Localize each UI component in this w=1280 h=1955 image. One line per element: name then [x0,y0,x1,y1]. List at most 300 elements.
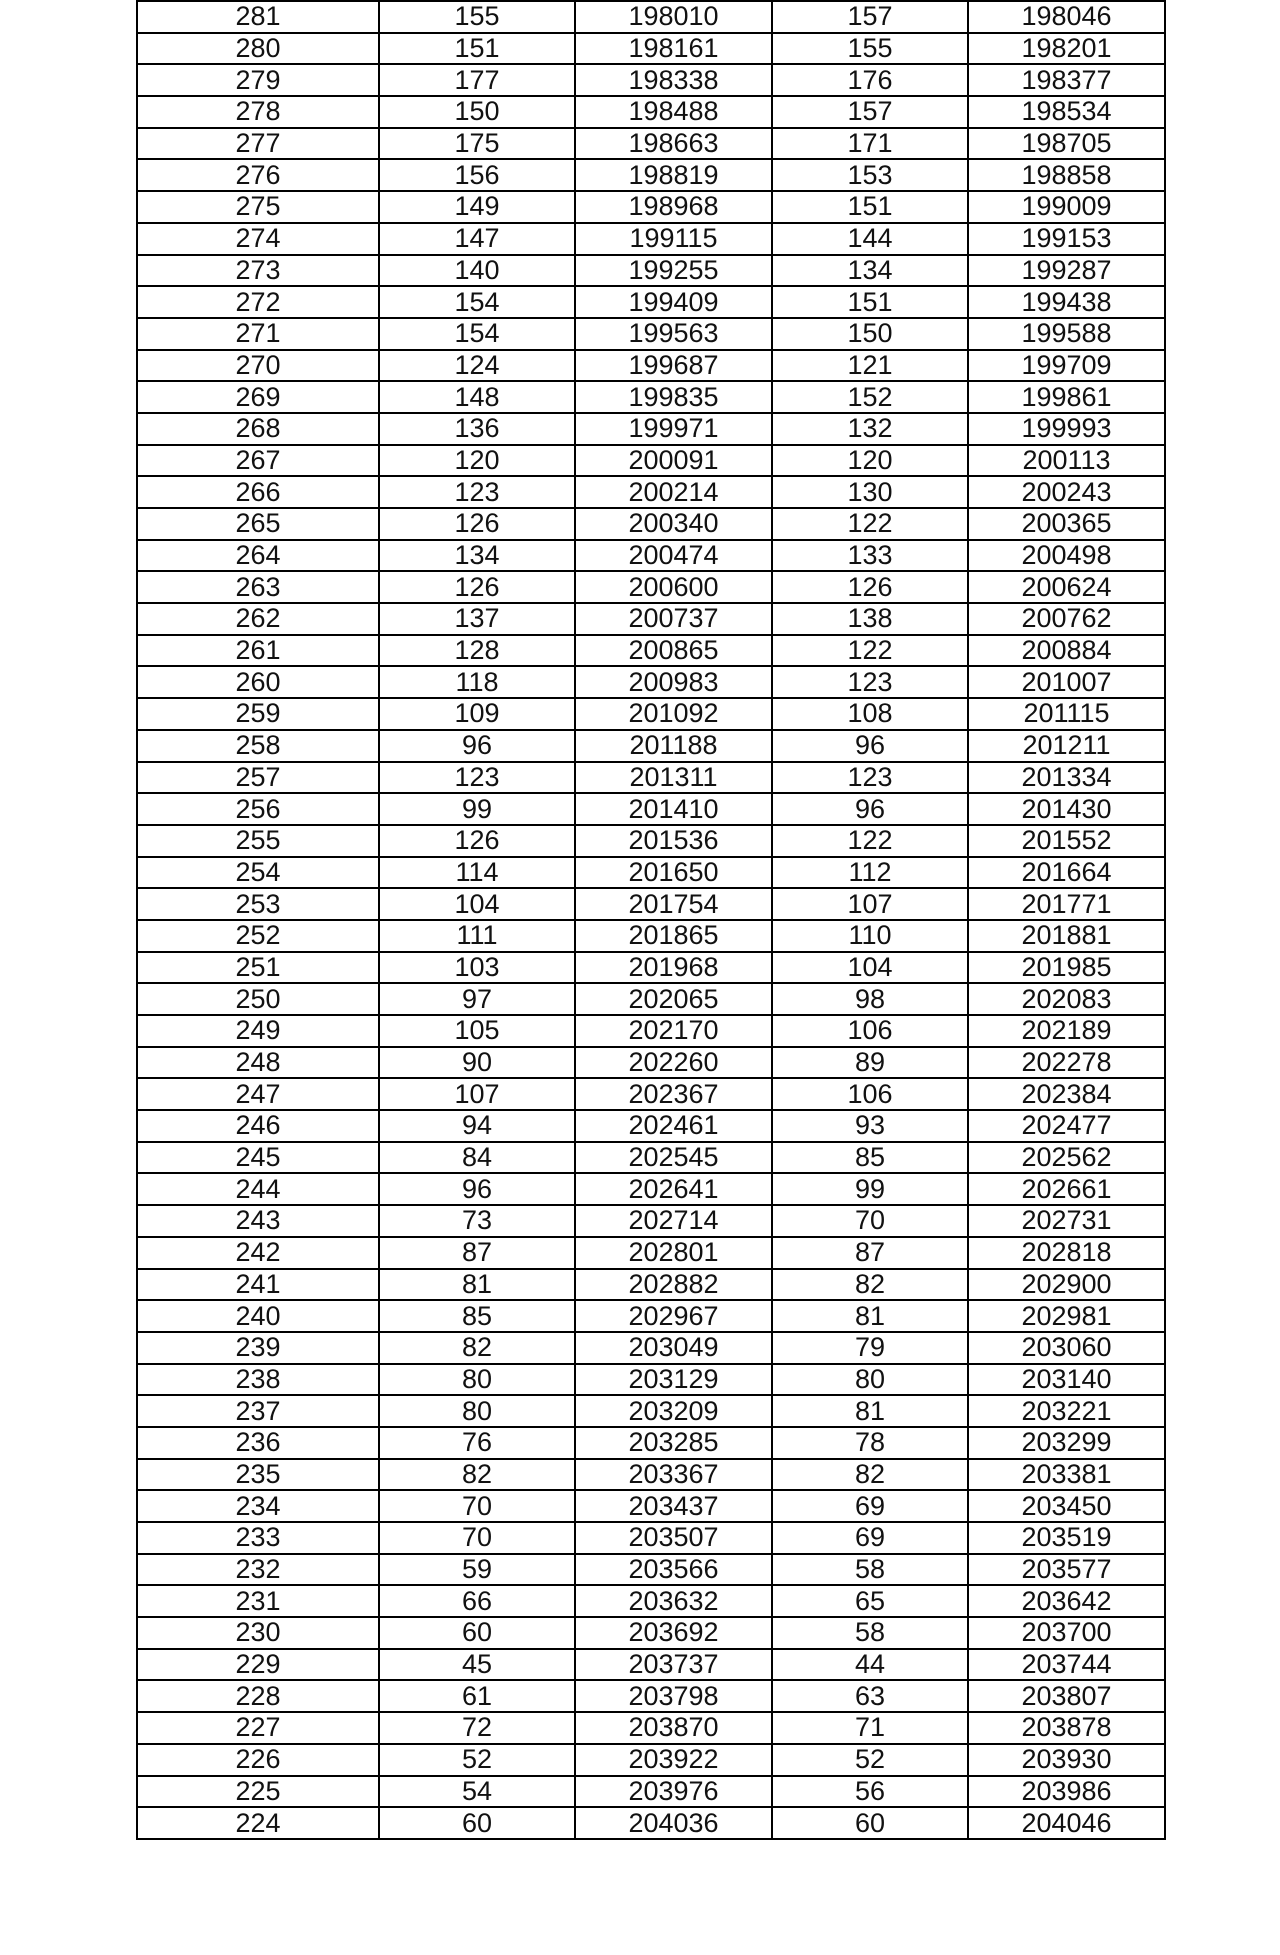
count-b-cell: 81 [772,1300,968,1332]
score-cell: 239 [137,1332,379,1364]
count-b-cell: 104 [772,952,968,984]
cumulative-b-cell: 203450 [968,1490,1165,1522]
cumulative-a-cell: 203922 [575,1744,772,1776]
score-cell: 253 [137,888,379,920]
cumulative-a-cell: 203976 [575,1776,772,1808]
count-a-cell: 70 [379,1490,575,1522]
score-cell: 261 [137,635,379,667]
table-row [137,888,1165,920]
table-row [137,33,1165,65]
cumulative-a-cell: 202065 [575,983,772,1015]
cumulative-b-cell: 199153 [968,223,1165,255]
score-cell: 269 [137,381,379,413]
table-row [137,1173,1165,1205]
cumulative-a-cell: 199563 [575,318,772,350]
cumulative-a-cell: 200600 [575,571,772,603]
count-b-cell: 69 [772,1490,968,1522]
count-b-cell: 81 [772,1395,968,1427]
count-b-cell: 82 [772,1269,968,1301]
count-a-cell: 45 [379,1649,575,1681]
count-a-cell: 82 [379,1459,575,1491]
count-a-cell: 59 [379,1554,575,1586]
table-row [137,1807,1165,1839]
table-row [137,1205,1165,1237]
table-row [137,1459,1165,1491]
cumulative-a-cell: 202367 [575,1078,772,1110]
cumulative-b-cell: 200762 [968,603,1165,635]
count-a-cell: 52 [379,1744,575,1776]
cumulative-b-cell: 198201 [968,33,1165,65]
score-cell: 226 [137,1744,379,1776]
cumulative-b-cell: 202384 [968,1078,1165,1110]
count-b-cell: 138 [772,603,968,635]
score-cell: 278 [137,96,379,128]
score-cell: 274 [137,223,379,255]
count-b-cell: 52 [772,1744,968,1776]
cumulative-a-cell: 202967 [575,1300,772,1332]
score-cell: 254 [137,857,379,889]
count-b-cell: 121 [772,350,968,382]
cumulative-a-cell: 200214 [575,476,772,508]
table-row [137,1712,1165,1744]
count-b-cell: 120 [772,445,968,477]
count-b-cell: 134 [772,255,968,287]
cumulative-a-cell: 203870 [575,1712,772,1744]
score-cell: 264 [137,540,379,572]
score-cell: 260 [137,666,379,698]
count-a-cell: 66 [379,1585,575,1617]
count-b-cell: 153 [772,159,968,191]
count-b-cell: 112 [772,857,968,889]
table-row [137,1,1165,33]
cumulative-b-cell: 201771 [968,888,1165,920]
count-a-cell: 80 [379,1364,575,1396]
table-row [137,1078,1165,1110]
count-a-cell: 99 [379,793,575,825]
count-b-cell: 79 [772,1332,968,1364]
cumulative-a-cell: 203367 [575,1459,772,1491]
count-a-cell: 54 [379,1776,575,1808]
cumulative-b-cell: 200624 [968,571,1165,603]
score-cell: 263 [137,571,379,603]
cumulative-a-cell: 203737 [575,1649,772,1681]
table-row [137,64,1165,96]
cumulative-a-cell: 200091 [575,445,772,477]
cumulative-a-cell: 199835 [575,381,772,413]
cumulative-a-cell: 203285 [575,1427,772,1459]
table-row [137,128,1165,160]
cumulative-b-cell: 203381 [968,1459,1165,1491]
cumulative-a-cell: 202545 [575,1142,772,1174]
count-a-cell: 120 [379,445,575,477]
count-b-cell: 89 [772,1047,968,1079]
table-row [137,1522,1165,1554]
count-b-cell: 122 [772,508,968,540]
count-a-cell: 72 [379,1712,575,1744]
count-b-cell: 108 [772,698,968,730]
count-a-cell: 177 [379,64,575,96]
count-b-cell: 63 [772,1680,968,1712]
table-row [137,666,1165,698]
cumulative-b-cell: 202661 [968,1173,1165,1205]
cumulative-b-cell: 202981 [968,1300,1165,1332]
cumulative-b-cell: 201115 [968,698,1165,730]
score-cell: 259 [137,698,379,730]
cumulative-a-cell: 199409 [575,286,772,318]
table-row [137,96,1165,128]
count-a-cell: 81 [379,1269,575,1301]
count-b-cell: 171 [772,128,968,160]
score-cell: 244 [137,1173,379,1205]
count-b-cell: 70 [772,1205,968,1237]
table-row [137,476,1165,508]
table-row [137,1395,1165,1427]
score-cell: 258 [137,730,379,762]
count-b-cell: 82 [772,1459,968,1491]
count-a-cell: 107 [379,1078,575,1110]
table-row [137,1585,1165,1617]
table-row [137,255,1165,287]
count-a-cell: 84 [379,1142,575,1174]
table-row [137,1554,1165,1586]
count-b-cell: 176 [772,64,968,96]
table-row [137,1617,1165,1649]
count-a-cell: 123 [379,476,575,508]
count-b-cell: 123 [772,666,968,698]
count-a-cell: 126 [379,825,575,857]
cumulative-a-cell: 199687 [575,350,772,382]
table-row [137,952,1165,984]
score-cell: 241 [137,1269,379,1301]
cumulative-b-cell: 201007 [968,666,1165,698]
count-a-cell: 61 [379,1680,575,1712]
score-cell: 277 [137,128,379,160]
cumulative-b-cell: 202818 [968,1237,1165,1269]
table-row [137,413,1165,445]
count-a-cell: 114 [379,857,575,889]
score-cell: 276 [137,159,379,191]
table-row [137,1776,1165,1808]
score-cell: 228 [137,1680,379,1712]
cumulative-b-cell: 199709 [968,350,1165,382]
cumulative-b-cell: 203878 [968,1712,1165,1744]
score-cell: 268 [137,413,379,445]
score-cell: 235 [137,1459,379,1491]
table-row [137,920,1165,952]
cumulative-a-cell: 202641 [575,1173,772,1205]
score-cell: 257 [137,762,379,794]
count-a-cell: 126 [379,508,575,540]
score-cell: 247 [137,1078,379,1110]
count-b-cell: 99 [772,1173,968,1205]
count-b-cell: 60 [772,1807,968,1839]
count-a-cell: 105 [379,1015,575,1047]
count-b-cell: 151 [772,286,968,318]
count-b-cell: 96 [772,730,968,762]
count-b-cell: 144 [772,223,968,255]
table-row [137,1110,1165,1142]
cumulative-a-cell: 200865 [575,635,772,667]
score-cell: 271 [137,318,379,350]
count-a-cell: 73 [379,1205,575,1237]
score-cell: 227 [137,1712,379,1744]
count-a-cell: 60 [379,1617,575,1649]
cumulative-b-cell: 203986 [968,1776,1165,1808]
cumulative-a-cell: 202801 [575,1237,772,1269]
count-b-cell: 157 [772,96,968,128]
count-b-cell: 78 [772,1427,968,1459]
table-row [137,1237,1165,1269]
score-cell: 248 [137,1047,379,1079]
count-b-cell: 56 [772,1776,968,1808]
table-row [137,445,1165,477]
count-b-cell: 133 [772,540,968,572]
count-b-cell: 85 [772,1142,968,1174]
count-a-cell: 111 [379,920,575,952]
count-b-cell: 150 [772,318,968,350]
cumulative-a-cell: 203632 [575,1585,772,1617]
score-cell: 238 [137,1364,379,1396]
count-b-cell: 126 [772,571,968,603]
table-row [137,603,1165,635]
count-a-cell: 82 [379,1332,575,1364]
score-cell: 246 [137,1110,379,1142]
count-b-cell: 157 [772,1,968,33]
count-b-cell: 122 [772,825,968,857]
table-row [137,698,1165,730]
count-b-cell: 122 [772,635,968,667]
count-a-cell: 134 [379,540,575,572]
cumulative-b-cell: 201881 [968,920,1165,952]
count-b-cell: 69 [772,1522,968,1554]
score-cell: 232 [137,1554,379,1586]
cumulative-b-cell: 200365 [968,508,1165,540]
cumulative-a-cell: 201188 [575,730,772,762]
count-a-cell: 137 [379,603,575,635]
cumulative-a-cell: 202882 [575,1269,772,1301]
cumulative-a-cell: 198488 [575,96,772,128]
count-a-cell: 149 [379,191,575,223]
score-cell: 240 [137,1300,379,1332]
score-cell: 224 [137,1807,379,1839]
cumulative-b-cell: 203140 [968,1364,1165,1396]
table-row [137,1427,1165,1459]
cumulative-a-cell: 201650 [575,857,772,889]
cumulative-a-cell: 201865 [575,920,772,952]
score-cell: 279 [137,64,379,96]
cumulative-b-cell: 203744 [968,1649,1165,1681]
count-a-cell: 156 [379,159,575,191]
cumulative-a-cell: 198010 [575,1,772,33]
count-a-cell: 123 [379,762,575,794]
score-cell: 243 [137,1205,379,1237]
score-cell: 245 [137,1142,379,1174]
score-cell: 231 [137,1585,379,1617]
count-b-cell: 107 [772,888,968,920]
table-row [137,1364,1165,1396]
count-a-cell: 128 [379,635,575,667]
score-cell: 250 [137,983,379,1015]
cumulative-b-cell: 199438 [968,286,1165,318]
count-a-cell: 97 [379,983,575,1015]
count-a-cell: 151 [379,33,575,65]
cumulative-b-cell: 200243 [968,476,1165,508]
cumulative-a-cell: 203129 [575,1364,772,1396]
cumulative-a-cell: 202260 [575,1047,772,1079]
score-cell: 280 [137,33,379,65]
cumulative-b-cell: 203642 [968,1585,1165,1617]
table-row [137,350,1165,382]
score-cell: 242 [137,1237,379,1269]
count-b-cell: 155 [772,33,968,65]
score-cell: 273 [137,255,379,287]
score-cell: 234 [137,1490,379,1522]
table-row [137,1332,1165,1364]
cumulative-a-cell: 200474 [575,540,772,572]
count-b-cell: 44 [772,1649,968,1681]
cumulative-b-cell: 201211 [968,730,1165,762]
cumulative-a-cell: 203209 [575,1395,772,1427]
count-b-cell: 98 [772,983,968,1015]
cumulative-b-cell: 203060 [968,1332,1165,1364]
score-cell: 251 [137,952,379,984]
table-row [137,381,1165,413]
cumulative-b-cell: 202477 [968,1110,1165,1142]
score-cell: 270 [137,350,379,382]
score-cell: 265 [137,508,379,540]
table-row [137,1744,1165,1776]
count-a-cell: 147 [379,223,575,255]
table-row [137,508,1165,540]
table-row [137,730,1165,762]
cumulative-a-cell: 202461 [575,1110,772,1142]
cumulative-b-cell: 203221 [968,1395,1165,1427]
cumulative-a-cell: 199255 [575,255,772,287]
cumulative-a-cell: 201311 [575,762,772,794]
cumulative-b-cell: 202900 [968,1269,1165,1301]
table-row [137,1649,1165,1681]
count-a-cell: 60 [379,1807,575,1839]
table-row [137,1490,1165,1522]
cumulative-b-cell: 201664 [968,857,1165,889]
table-row [137,983,1165,1015]
count-a-cell: 155 [379,1,575,33]
cumulative-b-cell: 198377 [968,64,1165,96]
count-b-cell: 110 [772,920,968,952]
score-cell: 229 [137,1649,379,1681]
cumulative-b-cell: 200113 [968,445,1165,477]
count-a-cell: 126 [379,571,575,603]
cumulative-a-cell: 200340 [575,508,772,540]
count-b-cell: 80 [772,1364,968,1396]
count-a-cell: 90 [379,1047,575,1079]
count-a-cell: 85 [379,1300,575,1332]
cumulative-b-cell: 203577 [968,1554,1165,1586]
table-row [137,159,1165,191]
count-a-cell: 140 [379,255,575,287]
cumulative-a-cell: 201754 [575,888,772,920]
cumulative-a-cell: 198338 [575,64,772,96]
table-row [137,1142,1165,1174]
score-cell: 233 [137,1522,379,1554]
score-cell: 230 [137,1617,379,1649]
cumulative-a-cell: 199971 [575,413,772,445]
table-row [137,318,1165,350]
cumulative-a-cell: 198968 [575,191,772,223]
cumulative-b-cell: 203930 [968,1744,1165,1776]
cumulative-a-cell: 201092 [575,698,772,730]
cumulative-a-cell: 200737 [575,603,772,635]
score-cell: 236 [137,1427,379,1459]
count-b-cell: 123 [772,762,968,794]
score-cell: 275 [137,191,379,223]
cumulative-b-cell: 201430 [968,793,1165,825]
cumulative-b-cell: 200884 [968,635,1165,667]
count-a-cell: 103 [379,952,575,984]
count-b-cell: 58 [772,1617,968,1649]
count-a-cell: 104 [379,888,575,920]
table-row [137,793,1165,825]
cumulative-b-cell: 201985 [968,952,1165,984]
count-b-cell: 96 [772,793,968,825]
count-a-cell: 96 [379,730,575,762]
count-b-cell: 106 [772,1015,968,1047]
count-a-cell: 148 [379,381,575,413]
cumulative-a-cell: 202170 [575,1015,772,1047]
table-body [137,1,1165,1839]
score-cell: 281 [137,1,379,33]
table-row [137,762,1165,794]
cumulative-a-cell: 198819 [575,159,772,191]
count-b-cell: 132 [772,413,968,445]
table-row [137,857,1165,889]
score-cell: 249 [137,1015,379,1047]
cumulative-a-cell: 200983 [575,666,772,698]
score-cell: 267 [137,445,379,477]
cumulative-b-cell: 198046 [968,1,1165,33]
count-b-cell: 65 [772,1585,968,1617]
cumulative-b-cell: 199009 [968,191,1165,223]
cumulative-a-cell: 201968 [575,952,772,984]
count-b-cell: 130 [772,476,968,508]
count-a-cell: 118 [379,666,575,698]
table-row [137,1015,1165,1047]
score-cell: 272 [137,286,379,318]
cumulative-a-cell: 198663 [575,128,772,160]
table-row [137,635,1165,667]
count-a-cell: 154 [379,318,575,350]
table-row [137,223,1165,255]
cumulative-b-cell: 198705 [968,128,1165,160]
cumulative-b-cell: 202189 [968,1015,1165,1047]
count-a-cell: 150 [379,96,575,128]
cumulative-b-cell: 201334 [968,762,1165,794]
count-b-cell: 106 [772,1078,968,1110]
count-a-cell: 87 [379,1237,575,1269]
cumulative-b-cell: 202278 [968,1047,1165,1079]
table-row [137,1680,1165,1712]
table-row [137,571,1165,603]
cumulative-b-cell: 203299 [968,1427,1165,1459]
score-cell: 225 [137,1776,379,1808]
cumulative-b-cell: 202731 [968,1205,1165,1237]
cumulative-a-cell: 203692 [575,1617,772,1649]
cumulative-b-cell: 199588 [968,318,1165,350]
cumulative-b-cell: 204046 [968,1807,1165,1839]
score-cell: 255 [137,825,379,857]
cumulative-a-cell: 201410 [575,793,772,825]
count-a-cell: 136 [379,413,575,445]
